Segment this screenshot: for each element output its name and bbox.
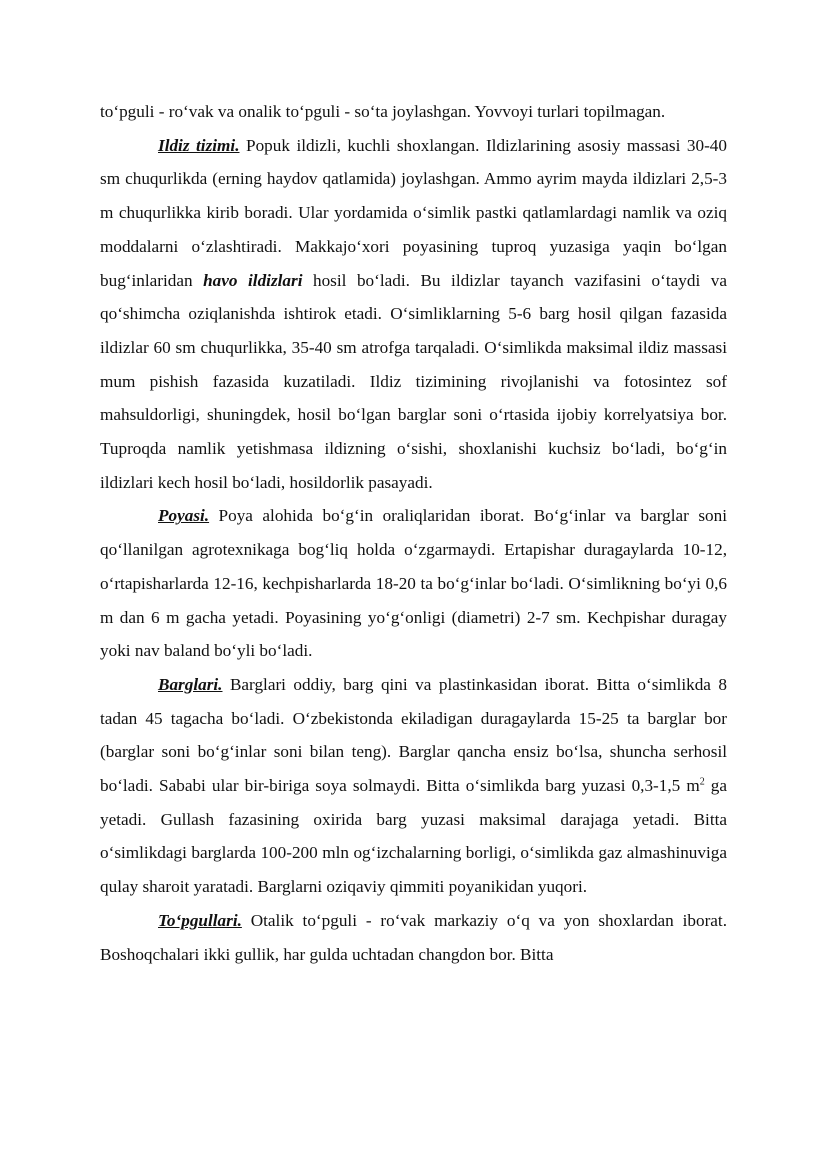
paragraph-inflorescence xyxy=(100,904,727,971)
paragraph-leaves xyxy=(100,668,727,904)
paragraph-stem xyxy=(100,499,727,668)
emphasized-term: havo ildizlari xyxy=(203,270,303,290)
paragraph-text: ga yetadi. Gullash fazasining oxirida barg yuzasi maksimal darajaga yetadi. Bitta o‘simlikdagi barglarda 100-200 mln og‘izchalarning borligi, o‘simlikda gaz almashinuviga qulay sharoit yaratadi. Barglarni oziqaviy qimmiti poyanikidan yuqori. xyxy=(100,776,727,897)
paragraph-root-system xyxy=(100,129,727,500)
superscript: 2 xyxy=(699,776,705,788)
paragraph-intro xyxy=(100,95,727,129)
paragraph-text: Otalik to‘pguli - ro‘vak markaziy o‘q va yon shoxlardan iborat. Boshoqchalari ikki gullik, har gulda uchtadan changdon bor. Bitta xyxy=(100,910,727,964)
document-page xyxy=(100,95,727,971)
section-heading-stem: Poyasi. xyxy=(158,506,210,526)
paragraph-text: hosil bo‘ladi. Bu ildizlar tayanch vazifasini o‘taydi va qo‘shimcha oziqlanishda ishtirok etadi. O‘simliklarning 5-6 barg hosil qilgan fazasida ildizlar 60 sm chuqurlikka, 35-40 sm atrofga tarqaladi. O‘simlikda maksimal ildiz massasi mum pishish fazasida kuzatiladi. Ildiz tizimining rivojlanishi va fotosintez sof mahsuldorligi, shuningdek, hosil bo‘lgan barglar soni o‘rtasida ijobiy korrelyatsiya bor. Tuproqda namlik yetishmasa ildizning o‘sishi, shoxlanishi kuchsiz bo‘ladi, bo‘g‘in ildizlari kech hosil bo‘ladi, hosildorlik pasayadi. xyxy=(100,270,727,492)
paragraph-text: to‘pguli - ro‘vak va onalik to‘pguli - so‘ta joylashgan. Yovvoyi turlari topilmagan. xyxy=(100,102,666,121)
section-heading-leaves: Barglari. xyxy=(158,674,223,694)
paragraph-text: Popuk ildizli, kuchli shoxlangan. Ildizlarining asosiy massasi 30-40 sm chuqurlikda (erning haydov qatlamida) joylashgan. Ammo ayrim mayda ildizlari 2,5-3 m chuqurlikka kirib boradi. Ular yordamida o‘simlik pastki qatlamlardagi namlik va oziq moddalarni o‘zlashtiradi. Makkajo‘xori poyasining tuproq yuzasiga yaqin bo‘lgan bug‘inlaridan xyxy=(100,135,727,290)
paragraph-text: Poya alohida bo‘g‘in oraliqlaridan iborat. Bo‘g‘inlar va barglar soni qo‘llanilgan agrotexnikaga bog‘liq holda o‘zgarmaydi. Ertapishar duragaylarda 10-12, o‘rtapisharlarda 12-16, kechpisharlarda 18-20 ta bo‘g‘inlar bo‘ladi. O‘simlikning bo‘yi 0,6 m dan 6 m gacha yetadi. Poyasining yo‘g‘onligi (diametri) 2-7 sm. Kechpishar duragay yoki nav baland bo‘yli bo‘ladi. xyxy=(100,506,727,661)
section-heading-inflorescence: To‘pgullari. xyxy=(158,910,242,930)
section-heading-root-system: Ildiz tizimi. xyxy=(158,135,240,155)
paragraph-text: Barglari oddiy, barg qini va plastinkasidan iborat. Bitta o‘simlikda 8 tadan 45 tagacha bo‘ladi. O‘zbekistonda ekiladigan duragaylarda 15-25 ta barglar bor (barglar soni bo‘g‘inlar soni bilan teng). Barglar qancha ensiz bo‘lsa, shuncha serhosil bo‘ladi. Sababi ular bir-biriga soya solmaydi. Bitta o‘simlikda barg yuzasi 0,3-1,5 m xyxy=(100,674,727,796)
